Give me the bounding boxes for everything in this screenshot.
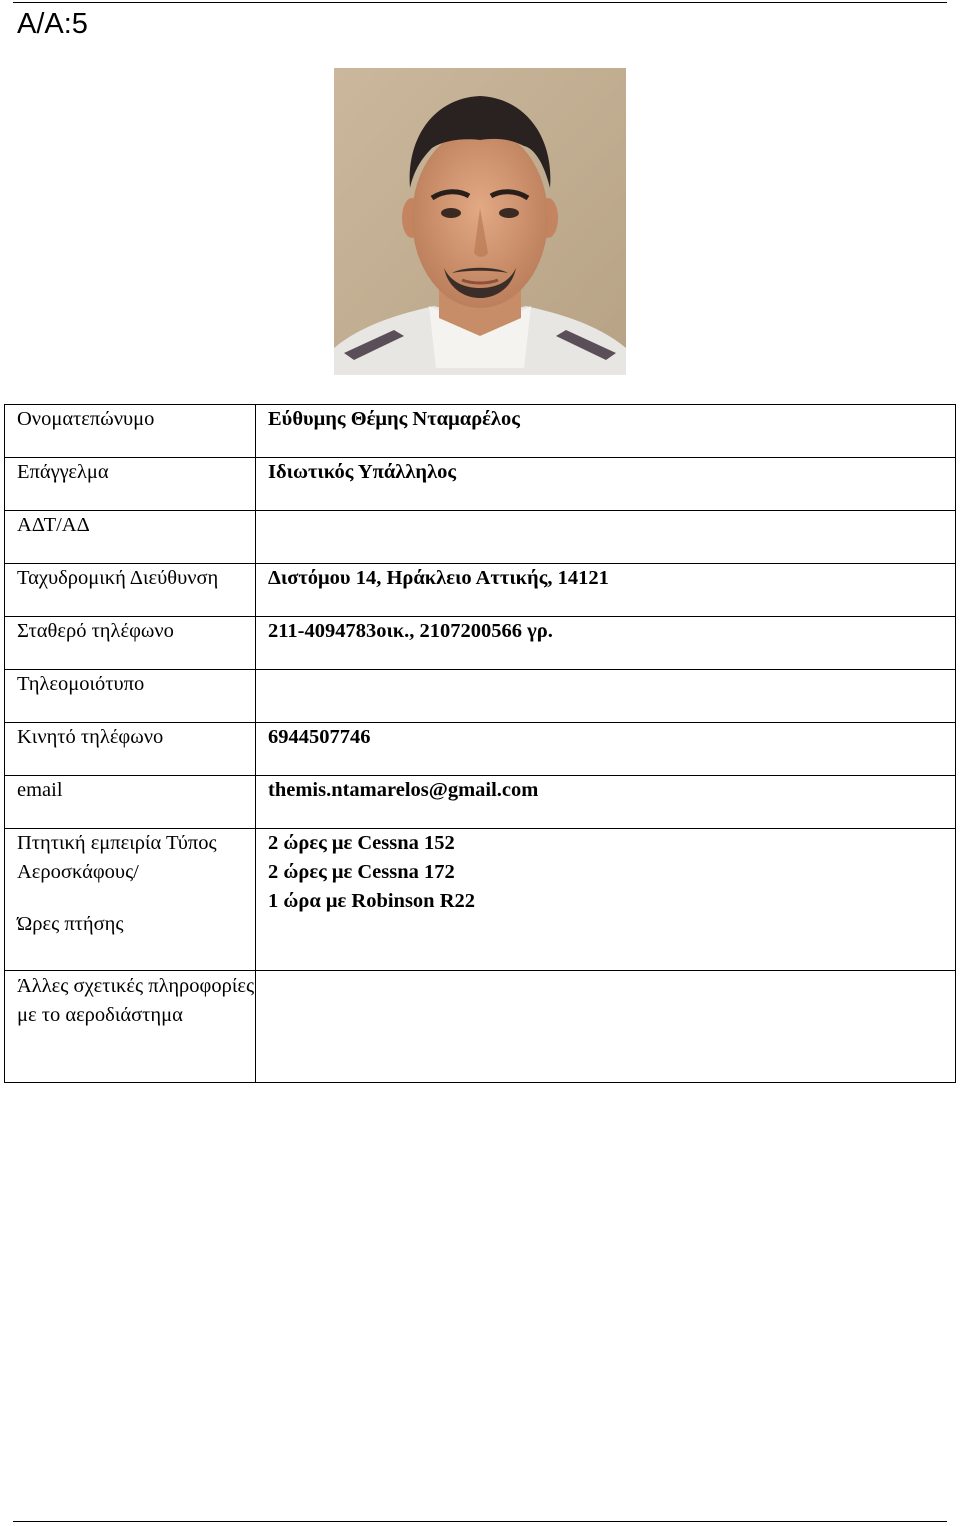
row-label: Κινητό τηλέφωνο: [5, 723, 256, 776]
other-label: Άλλες σχετικές πληροφορίες με το αεροδιάστημα: [5, 971, 256, 1083]
table-row-other: [5, 971, 956, 1083]
row-label: Τηλεομοιότυπο: [5, 670, 256, 723]
table-row: [5, 776, 956, 829]
row-label: ΑΔΤ/ΑΔ: [5, 511, 256, 564]
experience-values: [256, 829, 956, 971]
table-row: [5, 458, 956, 511]
row-value: 6944507746: [256, 723, 956, 776]
other-value: [256, 971, 956, 1083]
document-id: Α/Α:5: [17, 8, 88, 40]
row-label: Επάγγελμα: [5, 458, 256, 511]
row-label: email: [5, 776, 256, 829]
experience-entry: 2 ώρες με Cessna 152: [268, 832, 455, 854]
bottom-rule: [13, 1521, 947, 1522]
table-row: [5, 723, 956, 776]
row-value: [256, 670, 956, 723]
portrait-photo: [334, 68, 626, 375]
table-row: [5, 564, 956, 617]
row-value: Διστόμου 14, Ηράκλειο Αττικής, 14121: [256, 564, 956, 617]
row-value: [256, 511, 956, 564]
experience-label-line1: Πτητική εμπειρία Τύπος Αεροσκάφους/: [17, 832, 217, 883]
table-row: [5, 511, 956, 564]
info-table: [4, 404, 956, 1083]
row-value: Εύθυμης Θέμης Νταμαρέλος: [256, 405, 956, 458]
row-label: Ονοματεπώνυμο: [5, 405, 256, 458]
table-row: [5, 670, 956, 723]
row-value: themis.ntamarelos@gmail.com: [256, 776, 956, 829]
row-value: 211-4094783οικ., 2107200566 γρ.: [256, 617, 956, 670]
row-value: Ιδιωτικός Υπάλληλος: [256, 458, 956, 511]
table-row: [5, 617, 956, 670]
table-row-experience: [5, 829, 956, 971]
experience-entry: 1 ώρα με Robinson R22: [268, 890, 476, 912]
row-label: Ταχυδρομική Διεύθυνση: [5, 564, 256, 617]
experience-label-line2: Ώρες πτήσης: [17, 913, 124, 935]
row-label: Σταθερό τηλέφωνο: [5, 617, 256, 670]
experience-label: [5, 829, 256, 971]
table-row: [5, 405, 956, 458]
top-rule: [13, 2, 947, 3]
experience-entry: 2 ώρες με Cessna 172: [268, 861, 455, 883]
